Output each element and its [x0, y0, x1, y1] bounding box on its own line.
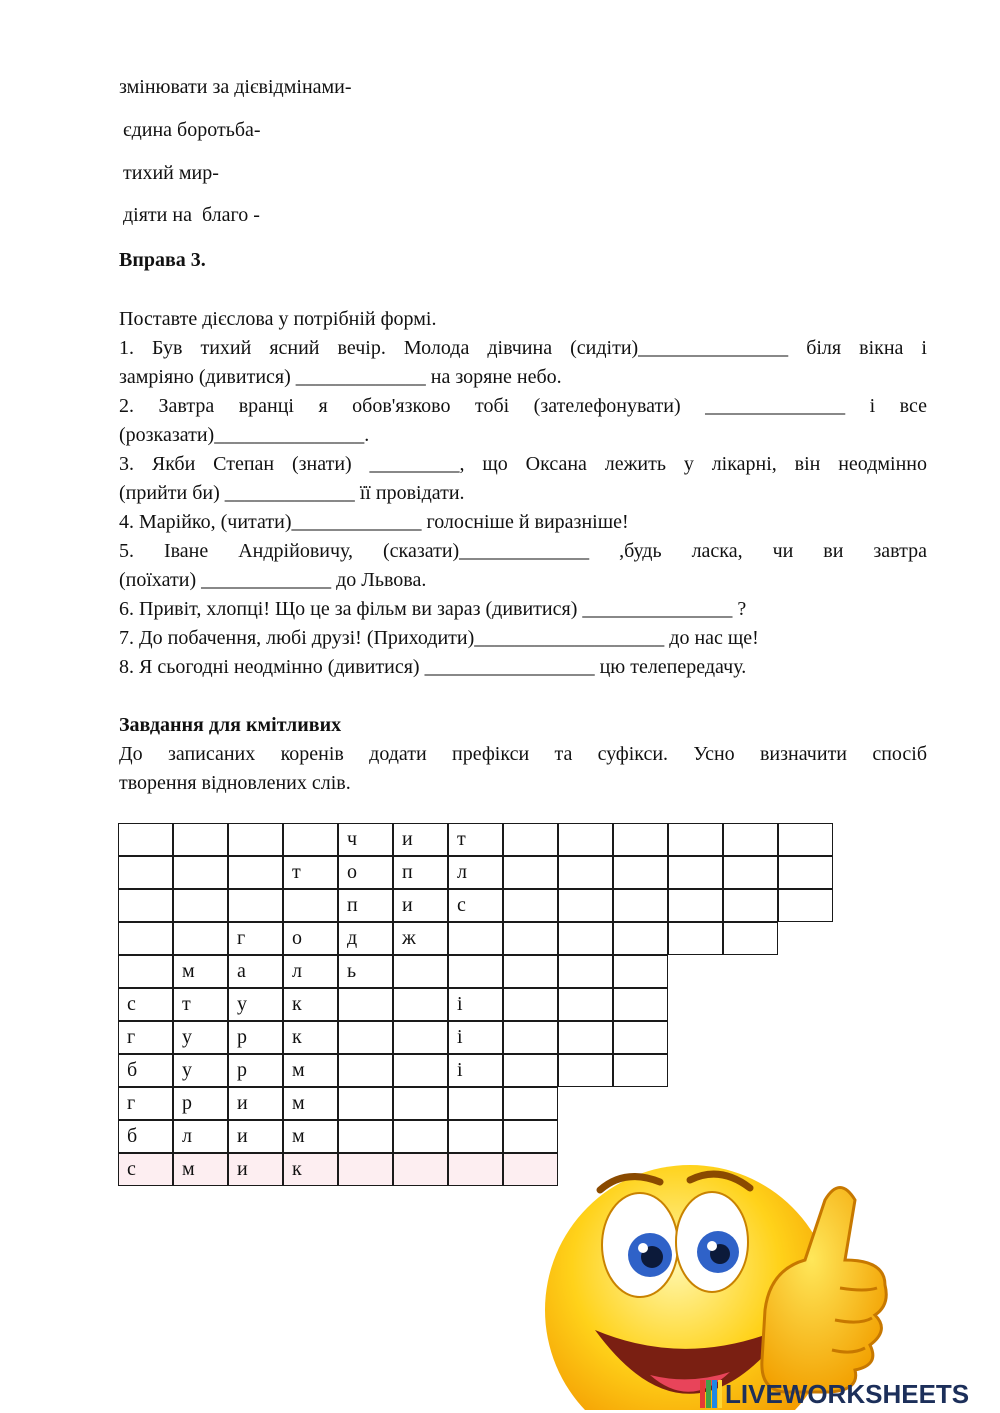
grid-cell — [723, 856, 778, 889]
exercise-line: 6. Привіт, хлопці! Що це за фільм ви зараз (дивитися) _______________ ? — [119, 598, 747, 620]
grid-cell: к — [283, 988, 338, 1021]
grid-cell — [503, 955, 558, 988]
grid-cell — [338, 1087, 393, 1120]
exercise-line: замріяно (дивитися) _____________ на зоряне небо. — [119, 366, 562, 388]
grid-cell: п — [338, 889, 393, 922]
grid-cell — [503, 1120, 558, 1153]
grid-cell — [393, 1021, 448, 1054]
grid-cell — [393, 988, 448, 1021]
grid-cell: м — [173, 1153, 228, 1186]
grid-cell — [448, 1087, 503, 1120]
grid-cell — [613, 955, 668, 988]
grid-cell — [778, 856, 833, 889]
grid-cell: д — [338, 922, 393, 955]
grid-cell — [118, 889, 173, 922]
exercise-line: (поїхати) _____________ до Львова. — [119, 569, 427, 591]
grid-cell — [173, 823, 228, 856]
grid-cell — [338, 1120, 393, 1153]
exercise-line: 5. Іване Андрійовичу, (сказати)_____________ ,будь ласка, чи ви завтра — [119, 540, 927, 562]
grid-cell: ь — [338, 955, 393, 988]
exercise-instruction: Поставте дієслова у потрібній формі. — [119, 308, 437, 330]
grid-cell: и — [393, 823, 448, 856]
grid-cell — [393, 1153, 448, 1186]
grid-cell: а — [228, 955, 283, 988]
grid-cell: и — [228, 1153, 283, 1186]
grid-cell: к — [283, 1021, 338, 1054]
exercise-title: Вправа 3. — [119, 249, 206, 271]
grid-cell — [503, 1054, 558, 1087]
grid-cell — [173, 856, 228, 889]
grid-cell: т — [448, 823, 503, 856]
grid-cell — [173, 889, 228, 922]
logo-text: LIVEWORKSHEETS — [725, 1378, 970, 1409]
grid-cell — [393, 1054, 448, 1087]
grid-cell — [228, 823, 283, 856]
grid-cell: м — [283, 1087, 338, 1120]
grid-cell: і — [448, 988, 503, 1021]
intro-line-3: тихий мир- — [123, 162, 219, 184]
grid-cell: л — [448, 856, 503, 889]
grid-cell — [558, 988, 613, 1021]
grid-cell — [448, 1153, 503, 1186]
grid-cell: г — [118, 1021, 173, 1054]
grid-cell: и — [228, 1087, 283, 1120]
exercise-line: (прийти би) _____________ її провідати. — [119, 482, 465, 504]
grid-cell — [558, 922, 613, 955]
grid-cell: л — [283, 955, 338, 988]
exercise-line: 4. Марійко, (читати)_____________ голосніше й виразніше! — [119, 511, 629, 533]
grid-cell — [558, 1021, 613, 1054]
grid-cell — [613, 856, 668, 889]
grid-cell: п — [393, 856, 448, 889]
grid-cell: с — [448, 889, 503, 922]
exercise-line: 8. Я сьогодні неодмінно (дивитися) _________________ цю телепередачу. — [119, 656, 747, 678]
grid-cell — [558, 1054, 613, 1087]
grid-cell — [283, 823, 338, 856]
task-text-2: творення відновлених слів. — [119, 772, 351, 794]
grid-cell — [723, 889, 778, 922]
grid-cell — [613, 922, 668, 955]
grid-cell: л — [173, 1120, 228, 1153]
grid-cell: с — [118, 988, 173, 1021]
grid-cell: м — [283, 1120, 338, 1153]
grid-cell: р — [173, 1087, 228, 1120]
task-text-1: До записаних коренів додати префікси та суфікси. Усно визначити спосіб — [119, 743, 927, 765]
grid-cell — [668, 889, 723, 922]
grid-cell — [668, 823, 723, 856]
grid-cell — [723, 823, 778, 856]
grid-cell: р — [228, 1054, 283, 1087]
grid-cell — [173, 922, 228, 955]
grid-cell — [558, 889, 613, 922]
grid-cell — [393, 1120, 448, 1153]
grid-cell: у — [228, 988, 283, 1021]
grid-cell — [778, 889, 833, 922]
grid-cell — [503, 922, 558, 955]
exercise-line: 1. Був тихий ясний вечір. Молода дівчина (сидіти)_______________ біля вікна і — [119, 337, 927, 359]
intro-line-2: єдина боротьба- — [123, 119, 261, 141]
thumbs-up-smiley-icon — [540, 1160, 900, 1410]
grid-cell: г — [118, 1087, 173, 1120]
grid-cell — [613, 889, 668, 922]
grid-cell — [118, 922, 173, 955]
grid-cell — [283, 889, 338, 922]
grid-cell: б — [118, 1054, 173, 1087]
grid-cell — [558, 955, 613, 988]
exercise-line: 3. Якби Степан (знати) _________, що Оксана лежить у лікарні, він неодмінно — [119, 453, 927, 475]
exercise-line: 7. До побачення, любі друзі! (Приходити)___________________ до нас ще! — [119, 627, 759, 649]
grid-cell: м — [283, 1054, 338, 1087]
grid-cell: ж — [393, 922, 448, 955]
logo-badge-icon — [700, 1380, 722, 1408]
grid-cell: и — [228, 1120, 283, 1153]
grid-cell — [338, 1153, 393, 1186]
grid-cell: т — [173, 988, 228, 1021]
grid-cell — [723, 922, 778, 955]
grid-cell — [503, 1021, 558, 1054]
grid-cell — [503, 1087, 558, 1120]
grid-cell — [778, 823, 833, 856]
grid-cell — [228, 889, 283, 922]
liveworksheets-logo — [700, 1378, 969, 1410]
grid-cell — [613, 1021, 668, 1054]
grid-cell — [668, 922, 723, 955]
grid-cell — [448, 1120, 503, 1153]
grid-cell: г — [228, 922, 283, 955]
intro-line-4: діяти на благо - — [123, 204, 260, 226]
grid-cell: і — [448, 1054, 503, 1087]
grid-cell: о — [338, 856, 393, 889]
grid-cell — [558, 823, 613, 856]
grid-cell — [338, 1021, 393, 1054]
grid-cell — [118, 856, 173, 889]
grid-cell — [118, 823, 173, 856]
grid-cell: у — [173, 1054, 228, 1087]
grid-cell: м — [173, 955, 228, 988]
grid-cell — [668, 856, 723, 889]
grid-cell — [613, 988, 668, 1021]
exercise-line: (розказати)_______________. — [119, 424, 370, 446]
grid-cell — [393, 1087, 448, 1120]
intro-line-1: змінювати за дієвідмінами- — [119, 76, 352, 98]
grid-cell — [338, 988, 393, 1021]
grid-cell: к — [283, 1153, 338, 1186]
task-title: Завдання для кмітливих — [119, 714, 342, 736]
grid-cell: і — [448, 1021, 503, 1054]
grid-cell — [118, 955, 173, 988]
grid-cell — [448, 922, 503, 955]
grid-cell: о — [283, 922, 338, 955]
grid-cell: т — [283, 856, 338, 889]
grid-cell — [613, 1054, 668, 1087]
grid-cell — [503, 889, 558, 922]
grid-cell — [393, 955, 448, 988]
grid-cell: с — [118, 1153, 173, 1186]
grid-cell — [558, 856, 613, 889]
grid-cell — [228, 856, 283, 889]
exercise-line: 2. Завтра вранці я обов'язково тобі (зателефонувати) ______________ і все — [119, 395, 927, 417]
grid-cell — [503, 988, 558, 1021]
grid-cell: у — [173, 1021, 228, 1054]
grid-cell — [503, 823, 558, 856]
grid-cell — [613, 823, 668, 856]
exercise-list — [119, 305, 927, 682]
grid-cell: и — [393, 889, 448, 922]
grid-cell — [503, 856, 558, 889]
grid-cell — [338, 1054, 393, 1087]
grid-cell: р — [228, 1021, 283, 1054]
grid-cell: ч — [338, 823, 393, 856]
grid-cell: б — [118, 1120, 173, 1153]
grid-cell — [448, 955, 503, 988]
